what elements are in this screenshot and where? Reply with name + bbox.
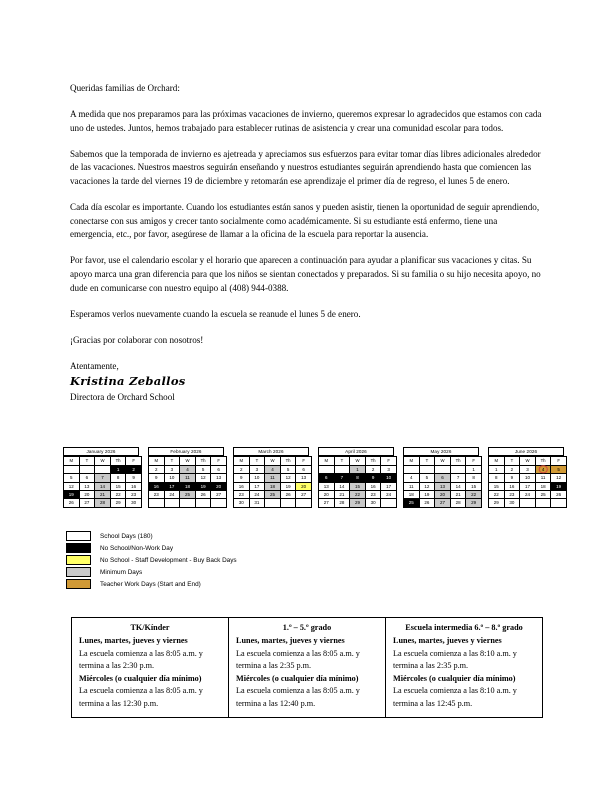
calendar-day-cell: 11 <box>404 482 420 490</box>
weekday-header: W <box>350 457 366 465</box>
weekday-header: F <box>126 457 142 465</box>
calendar-day-cell: 19 <box>195 482 211 490</box>
calendar-day-cell: 1 <box>466 465 482 473</box>
calendar-day-cell: 10 <box>249 474 265 482</box>
weekday-header: W <box>95 457 111 465</box>
calendar-day-cell: 10 <box>381 474 397 482</box>
calendar-day-cell: 29 <box>466 499 482 507</box>
calendar-day-cell: 13 <box>319 482 335 490</box>
week-row <box>489 499 567 507</box>
calendar-day-cell: 8 <box>489 474 505 482</box>
week-row <box>64 482 142 490</box>
minimum-time-line-1: La escuela comienza a las 8:05 a.m. y <box>79 686 203 696</box>
weekday-header: Th <box>365 457 381 465</box>
weekday-header-row <box>489 457 567 465</box>
calendar-day-cell: 26 <box>280 491 296 499</box>
signature: Kristina Zeballos <box>70 374 186 389</box>
weekday-header: T <box>419 457 435 465</box>
calendar-day-cell: 26 <box>419 499 435 507</box>
calendar-day-cell: 25 <box>265 491 281 499</box>
regular-time-line-2: termina a las 2:35 p.m. <box>393 661 469 671</box>
minimum-time-line-2: termina a las 12:30 p.m. <box>79 699 159 709</box>
schedule-column <box>72 618 229 718</box>
month-title: April 2026 <box>318 447 394 456</box>
minimum-time-line-2: termina a las 12:45 p.m. <box>393 699 473 709</box>
week-row <box>404 474 482 482</box>
weekday-header: M <box>234 457 250 465</box>
calendar-day-cell: 9 <box>149 474 165 482</box>
calendar-day-cell: 20 <box>435 491 451 499</box>
week-row <box>404 499 482 507</box>
weekday-header: T <box>79 457 95 465</box>
calendar-day-cell: 8 <box>350 474 366 482</box>
calendar-day-cell: 27 <box>319 499 335 507</box>
legend-swatch <box>66 543 91 553</box>
calendar-day-cell: 15 <box>350 482 366 490</box>
calendar-day-cell: 13 <box>435 482 451 490</box>
calendar-day-cell: 23 <box>149 491 165 499</box>
minimum-days-label: Miércoles (o cualquier día mínimo) <box>236 673 359 683</box>
week-row <box>234 465 312 473</box>
calendar-day-cell: 25 <box>404 499 420 507</box>
week-row <box>234 474 312 482</box>
calendar-day-cell: 3 <box>164 465 180 473</box>
regular-days-label: Lunes, martes, jueves y viernes <box>236 636 345 646</box>
calendar-day-cell: 20 <box>79 491 95 499</box>
calendar-empty-cell <box>404 465 420 473</box>
legend-label: Teacher Work Days (Start and End) <box>100 580 201 588</box>
calendar-day-cell: 19 <box>551 482 567 490</box>
weekday-header-row <box>319 457 397 465</box>
calendar-day-cell: 6 <box>435 474 451 482</box>
month-title: June 2026 <box>488 447 564 456</box>
calendar-day-cell: 11 <box>180 474 196 482</box>
calendar-day-cell: 16 <box>149 482 165 490</box>
calendar-empty-cell <box>450 465 466 473</box>
legend-item <box>66 554 237 566</box>
schedule-column-header: TK/Kínder <box>130 623 170 632</box>
calendar-day-cell: 1 <box>489 465 505 473</box>
calendar-day-cell: 22 <box>110 491 126 499</box>
weekday-header-row <box>64 457 142 465</box>
calendar-day-cell: 21 <box>334 491 350 499</box>
legend-item <box>66 542 237 554</box>
schedule-column <box>229 618 386 718</box>
paragraph-1: A medida que nos preparamos para las próximas vacaciones de invierno, queremos expresar lo agradecidos que estamos con cada uno de ustedes. Juntos, hemos trabajado para establecer rutinas de asistencia y crear una comunidad escolar para todos. <box>70 109 542 133</box>
calendar-day-cell: 10 <box>164 474 180 482</box>
calendar-day-cell: 27 <box>435 499 451 507</box>
legend-swatch <box>66 579 91 589</box>
calendar-day-cell: 1 <box>350 465 366 473</box>
legend-item <box>66 578 237 590</box>
calendar-day-cell: 19 <box>64 491 80 499</box>
calendar-day-cell: 23 <box>126 491 142 499</box>
weekday-header: M <box>404 457 420 465</box>
signature-title: Directora de Orchard School <box>70 392 175 403</box>
weekday-header: Th <box>535 457 551 465</box>
week-row <box>319 499 397 507</box>
minimum-days-label: Miércoles (o cualquier día mínimo) <box>393 673 516 683</box>
calendar-day-cell: 25 <box>180 491 196 499</box>
month-calendar <box>318 447 394 508</box>
calendar-day-cell: 6 <box>296 465 312 473</box>
week-row <box>404 482 482 490</box>
calendar-empty-cell <box>551 499 567 507</box>
calendar-day-cell: 15 <box>110 482 126 490</box>
regular-time-line-1: La escuela comienza a las 8:05 a.m. y <box>79 648 203 658</box>
calendar-day-cell: 3 <box>249 465 265 473</box>
weekday-header: F <box>466 457 482 465</box>
calendar-day-cell: 17 <box>164 482 180 490</box>
calendar-day-cell: 24 <box>249 491 265 499</box>
weekday-header: T <box>504 457 520 465</box>
calendar-day-cell: 5 <box>419 474 435 482</box>
month-title: January 2026 <box>63 447 139 456</box>
calendar-day-cell: 8 <box>466 474 482 482</box>
weekday-header: T <box>164 457 180 465</box>
closing: Atentamente, <box>70 360 119 371</box>
weekday-header: Th <box>450 457 466 465</box>
calendar-empty-cell <box>520 499 536 507</box>
legend-label: No School/Non-Work Day <box>100 544 174 552</box>
month-calendar <box>403 447 479 508</box>
calendar-day-cell: 8 <box>110 474 126 482</box>
legend-label: Minimum Days <box>100 568 143 576</box>
calendar-day-cell: 27 <box>79 499 95 507</box>
month-calendar <box>233 447 309 508</box>
calendar-empty-cell <box>319 465 335 473</box>
calendar-empty-cell <box>211 499 227 507</box>
calendar-day-cell: 5 <box>551 465 567 473</box>
month-calendar <box>63 447 139 508</box>
calendar-day-cell: 14 <box>334 482 350 490</box>
weekday-header-row <box>404 457 482 465</box>
table-row <box>72 618 543 718</box>
week-row <box>404 465 482 473</box>
calendar-day-cell: 21 <box>95 491 111 499</box>
regular-time-line-1: La escuela comienza a las 8:10 a.m. y <box>393 648 517 658</box>
calendar-day-cell: 14 <box>450 482 466 490</box>
calendar-empty-cell <box>180 499 196 507</box>
legend-swatch <box>66 555 91 565</box>
highlight-circle-icon <box>539 466 548 473</box>
calendar-empty-cell <box>149 499 165 507</box>
calendar-day-cell: 10 <box>520 474 536 482</box>
legend-swatch <box>66 531 91 541</box>
calendar-day-cell: 20 <box>296 482 312 490</box>
calendar-day-cell: 12 <box>195 474 211 482</box>
calendar-day-cell: 1 <box>110 465 126 473</box>
calendar-day-cell: 30 <box>234 499 250 507</box>
week-row <box>234 491 312 499</box>
weekday-header: F <box>211 457 227 465</box>
calendar-day-cell: 28 <box>95 499 111 507</box>
weekday-header: T <box>334 457 350 465</box>
paragraph-3: Cada día escolar es importante. Cuando los estudiantes están sanos y pueden asistir, tienen la oportunidad de seguir aprendiendo, conectarse con sus amigos y crecer tanto socialmente como académicamente. Si su estudiante está enfermo, tiene una emergencia, etc., por favor, asegúrese de llamar a la oficina de la escuela para reportar la ausencia. <box>70 202 540 240</box>
week-row <box>489 482 567 490</box>
calendar-empty-cell <box>195 499 211 507</box>
calendar-day-cell: 26 <box>64 499 80 507</box>
calendar-day-cell: 4 <box>180 465 196 473</box>
calendar-day-cell: 27 <box>211 491 227 499</box>
calendar-day-cell: 15 <box>489 482 505 490</box>
weekday-header: F <box>296 457 312 465</box>
calendar-day-cell: 16 <box>234 482 250 490</box>
regular-time-line-2: termina a las 2:30 p.m. <box>79 661 155 671</box>
calendar-day-cell: 23 <box>365 491 381 499</box>
weekday-header: W <box>520 457 536 465</box>
paragraph-5: Esperamos verlos nuevamente cuando la escuela se reanude el lunes 5 de enero. <box>70 308 361 319</box>
legend-label: No School - Staff Development - Buy Back Days <box>100 556 237 564</box>
calendar-legend <box>66 530 237 590</box>
weekday-header: M <box>489 457 505 465</box>
calendar-empty-cell <box>280 499 296 507</box>
month-title: May 2026 <box>403 447 479 456</box>
calendar-day-cell: 22 <box>466 491 482 499</box>
calendar-day-cell: 26 <box>195 491 211 499</box>
calendar-day-cell: 25 <box>535 491 551 499</box>
week-row <box>64 474 142 482</box>
week-row <box>149 465 227 473</box>
calendar-day-cell: 9 <box>365 474 381 482</box>
weekday-header: Th <box>110 457 126 465</box>
week-row <box>489 474 567 482</box>
calendar-day-cell: 12 <box>551 474 567 482</box>
week-row <box>319 465 397 473</box>
calendar-day-cell: 12 <box>280 474 296 482</box>
calendar-day-cell: 2 <box>365 465 381 473</box>
calendar-empty-cell <box>381 499 397 507</box>
schedule-column <box>386 618 543 718</box>
calendar-day-cell: 30 <box>504 499 520 507</box>
letter-body <box>70 82 542 404</box>
calendar-day-cell: 13 <box>296 474 312 482</box>
week-row <box>319 491 397 499</box>
calendar-empty-cell <box>419 465 435 473</box>
calendar-day-cell: 24 <box>164 491 180 499</box>
calendar-day-cell: 5 <box>64 474 80 482</box>
calendar-day-cell: 11 <box>265 474 281 482</box>
calendar-day-cell: 12 <box>64 482 80 490</box>
calendar-day-cell: 14 <box>95 482 111 490</box>
month-title: March 2026 <box>233 447 309 456</box>
calendar-empty-cell <box>79 465 95 473</box>
weekday-header: W <box>435 457 451 465</box>
weekday-header-row <box>234 457 312 465</box>
calendar-day-cell: 3 <box>520 465 536 473</box>
calendar-day-cell: 29 <box>110 499 126 507</box>
calendar-day-cell: 12 <box>419 482 435 490</box>
week-row <box>234 482 312 490</box>
calendar-day-cell: 15 <box>466 482 482 490</box>
minimum-time-line-1: La escuela comienza a las 8:05 a.m. y <box>236 686 360 696</box>
legend-item <box>66 566 237 578</box>
calendar-day-cell: 4 <box>404 474 420 482</box>
calendar-day-cell: 28 <box>334 499 350 507</box>
weekday-header-row <box>149 457 227 465</box>
week-row <box>64 499 142 507</box>
calendar-day-cell: 28 <box>450 499 466 507</box>
weekday-header: Th <box>280 457 296 465</box>
calendar-day-cell: 27 <box>296 491 312 499</box>
calendar-day-cell: 18 <box>180 482 196 490</box>
calendar-empty-cell <box>95 465 111 473</box>
week-row <box>489 465 567 473</box>
bell-schedule-table <box>71 617 543 718</box>
calendar-day-cell: 20 <box>319 491 335 499</box>
calendar-day-cell: 17 <box>520 482 536 490</box>
calendar-day-cell: 6 <box>319 474 335 482</box>
calendar-day-cell: 2 <box>504 465 520 473</box>
weekday-header: W <box>265 457 281 465</box>
calendar-day-cell: 18 <box>404 491 420 499</box>
calendar-day-cell: 13 <box>211 474 227 482</box>
calendar-day-cell: 17 <box>381 482 397 490</box>
calendar-day-cell: 24 <box>520 491 536 499</box>
calendar-empty-cell <box>435 465 451 473</box>
month-calendar <box>148 447 224 508</box>
week-row <box>234 499 312 507</box>
calendar-day-cell: 7 <box>334 474 350 482</box>
salutation: Queridas familias de Orchard: <box>70 83 180 93</box>
weekday-header: F <box>551 457 567 465</box>
legend-label: School Days (180) <box>100 532 153 540</box>
calendar-day-cell: 5 <box>280 465 296 473</box>
calendar-day-cell: 9 <box>504 474 520 482</box>
calendar-day-cell: 13 <box>79 482 95 490</box>
weekday-header: Th <box>195 457 211 465</box>
calendar-day-cell: 2 <box>126 465 142 473</box>
calendar-day-cell: 7 <box>95 474 111 482</box>
calendar-day-cell: 23 <box>504 491 520 499</box>
weekday-header: M <box>319 457 335 465</box>
calendar-day-cell: 30 <box>365 499 381 507</box>
calendar-day-cell: 2 <box>234 465 250 473</box>
calendar-day-cell: 19 <box>419 491 435 499</box>
week-row <box>319 482 397 490</box>
minimum-days-label: Miércoles (o cualquier día mínimo) <box>79 673 202 683</box>
minimum-time-line-2: termina a las 12:40 p.m. <box>236 699 316 709</box>
calendar-day-cell: 9 <box>126 474 142 482</box>
regular-time-line-2: termina a las 2:35 p.m. <box>236 661 312 671</box>
calendar-day-cell: 6 <box>79 474 95 482</box>
paragraph-4: Por favor, use el calendario escolar y el horario que aparecen a continuación para ayudar a planificar sus vacaciones y citas. Su apoyo marca una gran diferencia para que los niños se sientan conectados y preparados. Si su familia o su hijo necesita apoyo, no dude en comunicarse con nuestro equipo al (408) 944-0388. <box>70 255 541 293</box>
week-row <box>404 491 482 499</box>
calendar-empty-cell <box>265 499 281 507</box>
weekday-header: M <box>149 457 165 465</box>
calendar-day-cell: 29 <box>489 499 505 507</box>
weekday-header: W <box>180 457 196 465</box>
calendar-day-cell: 7 <box>450 474 466 482</box>
calendar-day-cell: 5 <box>195 465 211 473</box>
calendar-empty-cell <box>164 499 180 507</box>
paragraph-2: Sabemos que la temporada de invierno es ajetreada y apreciamos sus esfuerzos para evitar tomar días libres adicionales alrededor de las vacaciones. Nuestros maestros seguirán enseñando y nuestros estudiantes seguirán aprendiendo hasta que comiencen las vacaciones la tarde del viernes 19 de diciembre y retomarán ese aprendizaje el primer día de regreso, el lunes 5 de enero. <box>70 148 541 186</box>
legend-swatch <box>66 567 91 577</box>
calendar-day-cell: 26 <box>551 491 567 499</box>
week-row <box>319 474 397 482</box>
calendar-day-cell: 3 <box>381 465 397 473</box>
calendar-day-cell: 18 <box>265 482 281 490</box>
calendar-day-cell: 16 <box>504 482 520 490</box>
calendar-day-cell: 16 <box>126 482 142 490</box>
calendar-empty-cell <box>64 465 80 473</box>
calendar-day-cell: 22 <box>489 491 505 499</box>
week-row <box>149 482 227 490</box>
calendar-day-cell: 16 <box>365 482 381 490</box>
week-row <box>149 491 227 499</box>
calendar-day-cell: 18 <box>535 482 551 490</box>
calendar-day-cell: 30 <box>126 499 142 507</box>
calendar-day-cell: 17 <box>249 482 265 490</box>
legend-item <box>66 530 237 542</box>
calendar-day-cell: 11 <box>535 474 551 482</box>
paragraph-6: ¡Gracias por colaborar con nosotros! <box>70 334 204 345</box>
calendar-day-cell: 20 <box>211 482 227 490</box>
school-year-calendar <box>63 447 563 508</box>
regular-days-label: Lunes, martes, jueves y viernes <box>393 636 502 646</box>
week-row <box>149 474 227 482</box>
weekday-header: M <box>64 457 80 465</box>
calendar-empty-cell <box>535 499 551 507</box>
schedule-column-header: Escuela intermedia 6.º – 8.º grado <box>405 623 523 632</box>
calendar-day-cell: 24 <box>381 491 397 499</box>
schedule-column-header: 1.º – 5.º grado <box>282 623 332 632</box>
calendar-day-cell: 4 <box>535 465 551 473</box>
week-row <box>489 491 567 499</box>
week-row <box>64 491 142 499</box>
weekday-header: T <box>249 457 265 465</box>
month-calendar <box>488 447 564 508</box>
week-row <box>149 499 227 507</box>
regular-time-line-1: La escuela comienza a las 8:05 a.m. y <box>236 648 360 658</box>
month-title: February 2026 <box>148 447 224 456</box>
calendar-day-cell: 6 <box>211 465 227 473</box>
calendar-day-cell: 2 <box>149 465 165 473</box>
calendar-day-cell: 4 <box>265 465 281 473</box>
calendar-empty-cell <box>334 465 350 473</box>
calendar-day-cell: 22 <box>350 491 366 499</box>
calendar-day-cell: 29 <box>350 499 366 507</box>
calendar-day-cell: 19 <box>280 482 296 490</box>
weekday-header: F <box>381 457 397 465</box>
calendar-day-cell: 23 <box>234 491 250 499</box>
calendar-day-cell: 9 <box>234 474 250 482</box>
calendar-day-cell: 21 <box>450 491 466 499</box>
regular-days-label: Lunes, martes, jueves y viernes <box>79 636 188 646</box>
calendar-day-cell: 31 <box>249 499 265 507</box>
minimum-time-line-1: La escuela comienza a las 8:10 a.m. y <box>393 686 517 696</box>
calendar-empty-cell <box>296 499 312 507</box>
week-row <box>64 465 142 473</box>
